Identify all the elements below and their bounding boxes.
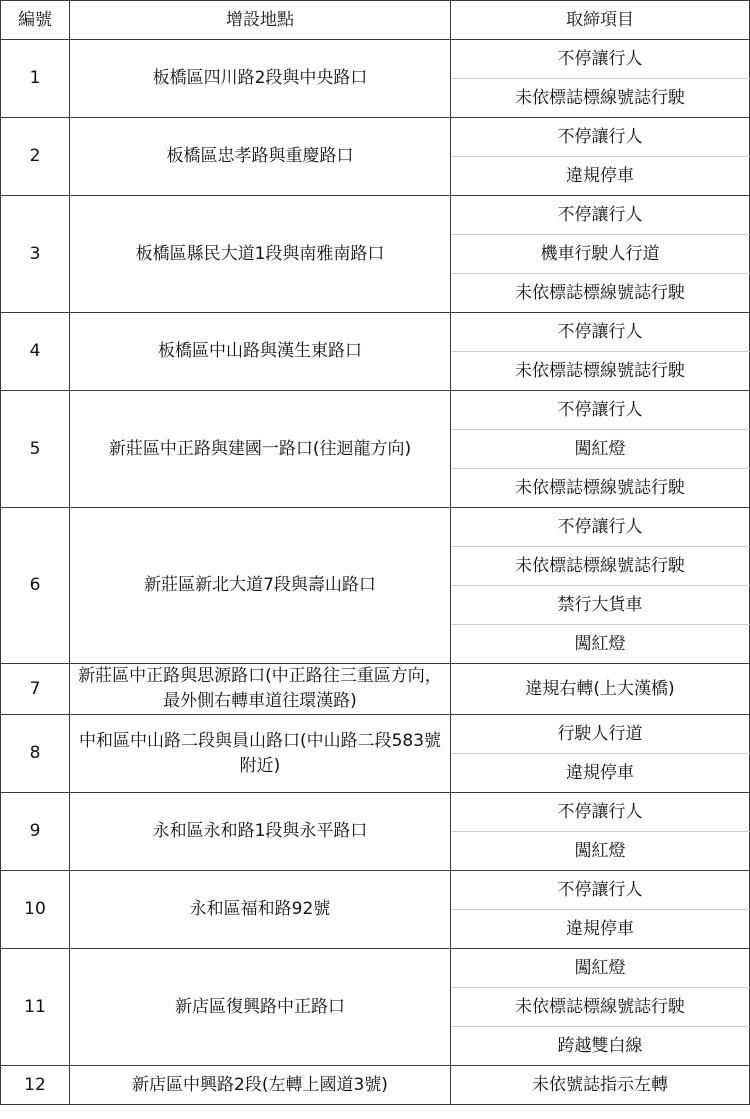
enforcement-item: 不停讓行人 (451, 40, 750, 79)
enforcement-item: 未依標誌標線號誌行駛 (451, 352, 750, 391)
location-cell: 新莊區中正路與思源路口(中正路往三重區方向，最外側右轉車道往環漢路) (70, 664, 451, 715)
enforcement-item: 不停讓行人 (451, 508, 750, 547)
table-row (1, 313, 750, 352)
enforcement-item: 違規停車 (451, 754, 750, 793)
table-row (1, 391, 750, 430)
row-number: 8 (1, 715, 70, 793)
enforcement-item: 闖紅燈 (451, 625, 750, 664)
row-number: 2 (1, 118, 70, 196)
enforcement-item: 機車行駛人行道 (451, 235, 750, 274)
table-row (1, 118, 750, 157)
enforcement-item: 闖紅燈 (451, 832, 750, 871)
location-cell: 板橋區中山路與漢生東路口 (70, 313, 451, 391)
enforcement-item: 不停讓行人 (451, 196, 750, 235)
table-row (1, 508, 750, 547)
location-cell: 中和區中山路二段與員山路口(中山路二段583號附近) (70, 715, 451, 793)
enforcement-item: 跨越雙白線 (451, 1027, 750, 1066)
row-number: 3 (1, 196, 70, 313)
enforcement-item: 闖紅燈 (451, 430, 750, 469)
table-header-row (1, 1, 750, 40)
enforcement-item: 未依號誌指示左轉 (451, 1066, 750, 1105)
row-number: 7 (1, 664, 70, 715)
enforcement-item: 闖紅燈 (451, 949, 750, 988)
enforcement-item: 禁行大貨車 (451, 586, 750, 625)
enforcement-item: 未依標誌標線號誌行駛 (451, 988, 750, 1027)
table-row (1, 949, 750, 988)
enforcement-item: 未依標誌標線號誌行駛 (451, 547, 750, 586)
row-number: 6 (1, 508, 70, 664)
location-cell: 板橋區忠孝路與重慶路口 (70, 118, 451, 196)
enforcement-item: 不停讓行人 (451, 391, 750, 430)
enforcement-item: 未依標誌標線號誌行駛 (451, 79, 750, 118)
enforcement-item: 違規停車 (451, 157, 750, 196)
row-number: 9 (1, 793, 70, 871)
row-number: 5 (1, 391, 70, 508)
location-cell: 新莊區新北大道7段與壽山路口 (70, 508, 451, 664)
row-number: 12 (1, 1066, 70, 1105)
table-row (1, 1066, 750, 1105)
location-cell: 板橋區四川路2段與中央路口 (70, 40, 451, 118)
enforcement-item: 未依標誌標線號誌行駛 (451, 274, 750, 313)
location-cell: 新店區中興路2段(左轉上國道3號) (70, 1066, 451, 1105)
enforcement-item: 行駛人行道 (451, 715, 750, 754)
table-row (1, 871, 750, 910)
location-cell: 永和區永和路1段與永平路口 (70, 793, 451, 871)
row-number: 11 (1, 949, 70, 1066)
row-number: 4 (1, 313, 70, 391)
enforcement-item: 不停讓行人 (451, 871, 750, 910)
table-row (1, 664, 750, 715)
location-cell: 新莊區中正路與建國一路口(往迴龍方向) (70, 391, 451, 508)
enforcement-item: 不停讓行人 (451, 118, 750, 157)
table-row (1, 715, 750, 754)
table-body (1, 40, 750, 1105)
enforcement-item: 違規停車 (451, 910, 750, 949)
table-row (1, 793, 750, 832)
enforcement-item: 未依標誌標線號誌行駛 (451, 469, 750, 508)
header-items: 取締項目 (451, 1, 750, 40)
enforcement-item: 不停讓行人 (451, 793, 750, 832)
header-id: 編號 (1, 1, 70, 40)
location-cell: 永和區福和路92號 (70, 871, 451, 949)
enforcement-item: 不停讓行人 (451, 313, 750, 352)
table-row (1, 196, 750, 235)
table-row (1, 40, 750, 79)
row-number: 1 (1, 40, 70, 118)
header-location: 增設地點 (70, 1, 451, 40)
location-cell: 板橋區縣民大道1段與南雅南路口 (70, 196, 451, 313)
enforcement-item: 違規右轉(上大漢橋) (451, 664, 750, 715)
location-cell: 新店區復興路中正路口 (70, 949, 451, 1066)
row-number: 10 (1, 871, 70, 949)
